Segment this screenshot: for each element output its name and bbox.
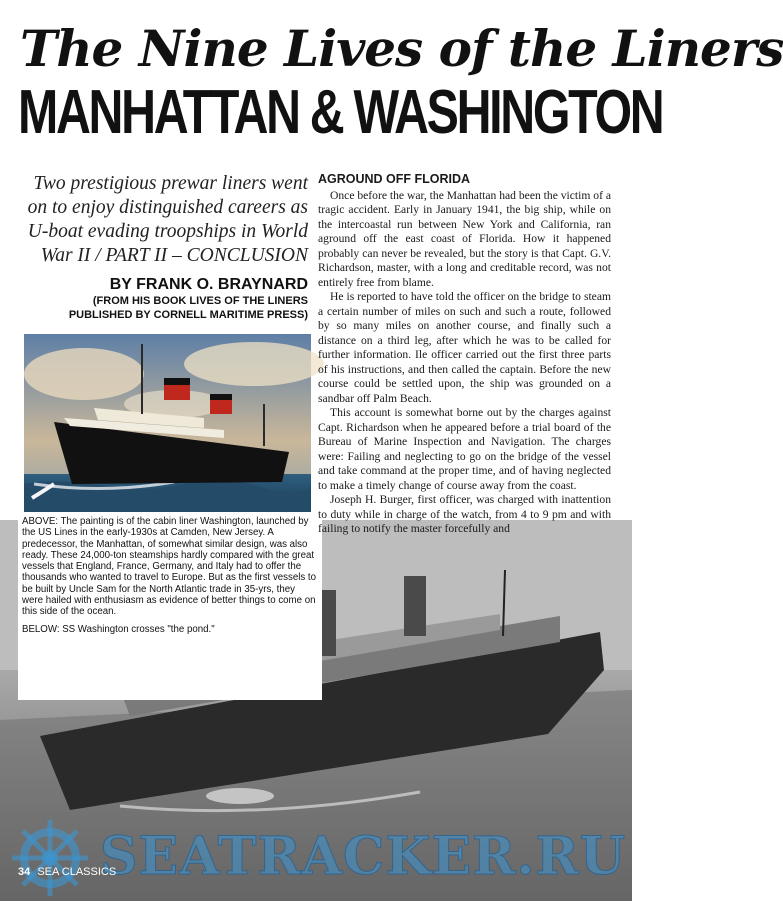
- article-column: [318, 172, 611, 537]
- page-number: 34: [18, 866, 31, 878]
- watermark-text: SEATRACKER.RU: [100, 826, 627, 887]
- byline-source-line2: PUBLISHED BY CORNELL MARITIME PRESS): [68, 309, 308, 321]
- article-paragraph: Joseph H. Burger, first officer, was charged with inattention to duty while in charge of the watch, from 4 to 9 pm and with failing to notify the master forcefully and: [318, 493, 611, 535]
- byline-author: BY FRANK O. BRAYNARD: [109, 276, 308, 293]
- caption-above: ABOVE: The painting is of the cabin liner Washington, launched by the US Lines in the early-1930s at Camden, New Jersey. A predecessor, the Manhattan, of somewhat similar design, was also ready. These 24,000-ton steamships hardly compared with the great vessels that England, France, Germany, and Italy had to offer the thousands who wanted to travel to Europe. But as the first vessels to be built by Uncle Sam for the North Atlantic trade in 35-yrs, they were hailed with enthusiasm as evidence of better things to come on this side of the ocean.: [22, 516, 317, 618]
- watermark-wheel-icon: [10, 818, 90, 898]
- washington-painting: [24, 334, 311, 512]
- title-main: MANHATTAN & WASHINGTON: [18, 78, 663, 147]
- article-paragraph: This account is somewhat borne out by the charges against Capt. Richardson when he appeared before a trial board of the Bureau of Marine Inspection and Navigation. The charges were: Failing and neglecting to go on the bridge of the vessel and take command at the proper time, and of having neglected to make a timely change of course away from the coast.: [318, 406, 611, 492]
- title-script: The Nine Lives of the Liners: [20, 19, 783, 78]
- section-heading: AGROUND OFF FLORIDA: [318, 172, 471, 186]
- painting-image: [24, 334, 311, 512]
- magazine-name: SEA CLASSICS: [37, 866, 117, 878]
- article-paragraph: He is reported to have told the officer on the bridge to steam a certain number of miles on such and such a route, followed by so many miles on another course, and finally such a distance on a third leg, after which he was to be called for further information. Ile officer carried out the first three parts of his instructions, and then called the captain. Before the new course could be settled upon, the ship was grounded on a sandbar off Palm Beach.: [318, 290, 611, 405]
- caption-below: BELOW: SS Washington crosses "the pond.": [22, 623, 215, 635]
- byline-source: [22, 294, 308, 322]
- folio: [18, 866, 116, 878]
- deck: Two prestigious prewar liners went on to enjoy distinguished careers as U-boat evading troopships in World War II / PART II – CONCLUSION: [27, 173, 308, 266]
- byline-source-line1: (FROM HIS BOOK LIVES OF THE LINERS: [92, 295, 308, 307]
- article-paragraph: Once before the war, the Manhattan had been the victim of a tragic accident. Early in January 1941, the big ship, while on the intercoastal run between New York and California, ran aground off the east coast of Florida. How it happened probably can never be revealed, but the story is that Capt. G.V. Richardson, master, with a long and creditable record, was not entirely free from blame.: [318, 188, 611, 289]
- photo-caption: [18, 514, 322, 700]
